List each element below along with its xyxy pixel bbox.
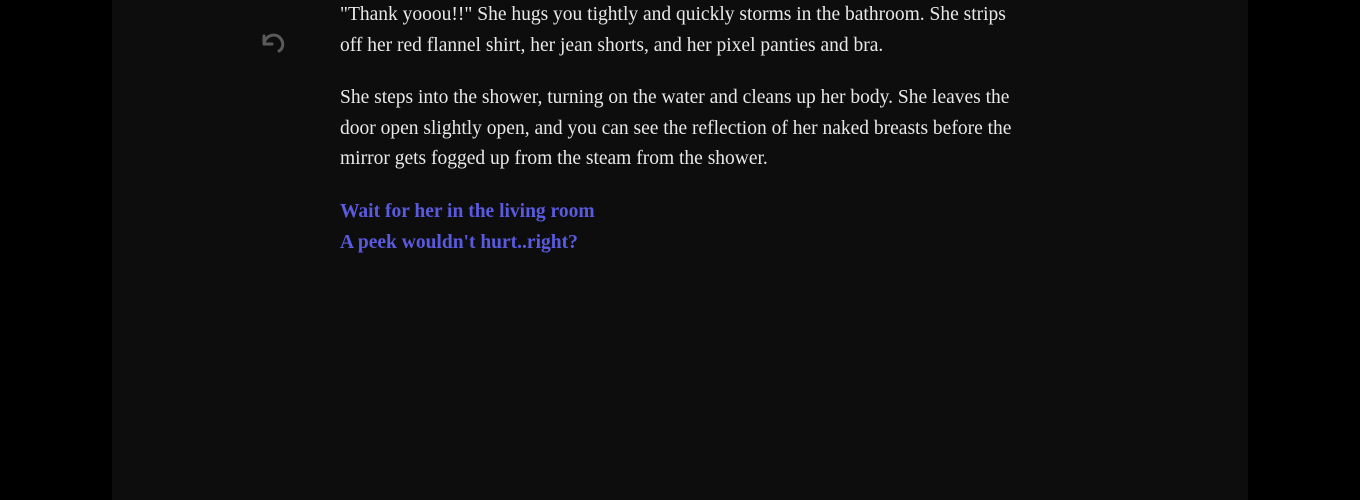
story-paragraph: She steps into the shower, turning on the water and cleans up her body. She leaves the door open slightly open, and you can see the reflection of her naked breasts before the mirror gets fogged up from the steam from the shower. [340, 87, 1012, 170]
story-paragraph: "Thank yooou!!" She hugs you tightly and quickly storms in the bathroom. She strips off her red flannel shirt, her jean shorts, and her pixel panties and bra. [340, 4, 1006, 56]
choice-link-peek[interactable]: A peek wouldn't hurt..right? [340, 231, 578, 253]
left-gutter [0, 0, 112, 500]
undo-arrow-icon[interactable] [252, 22, 292, 62]
right-gutter [1248, 0, 1360, 500]
choice-link-wait-living-room[interactable]: Wait for her in the living room [340, 200, 595, 222]
content-panel [112, 0, 1248, 500]
story-text-block [340, 0, 1030, 258]
choice-list [340, 197, 1030, 258]
